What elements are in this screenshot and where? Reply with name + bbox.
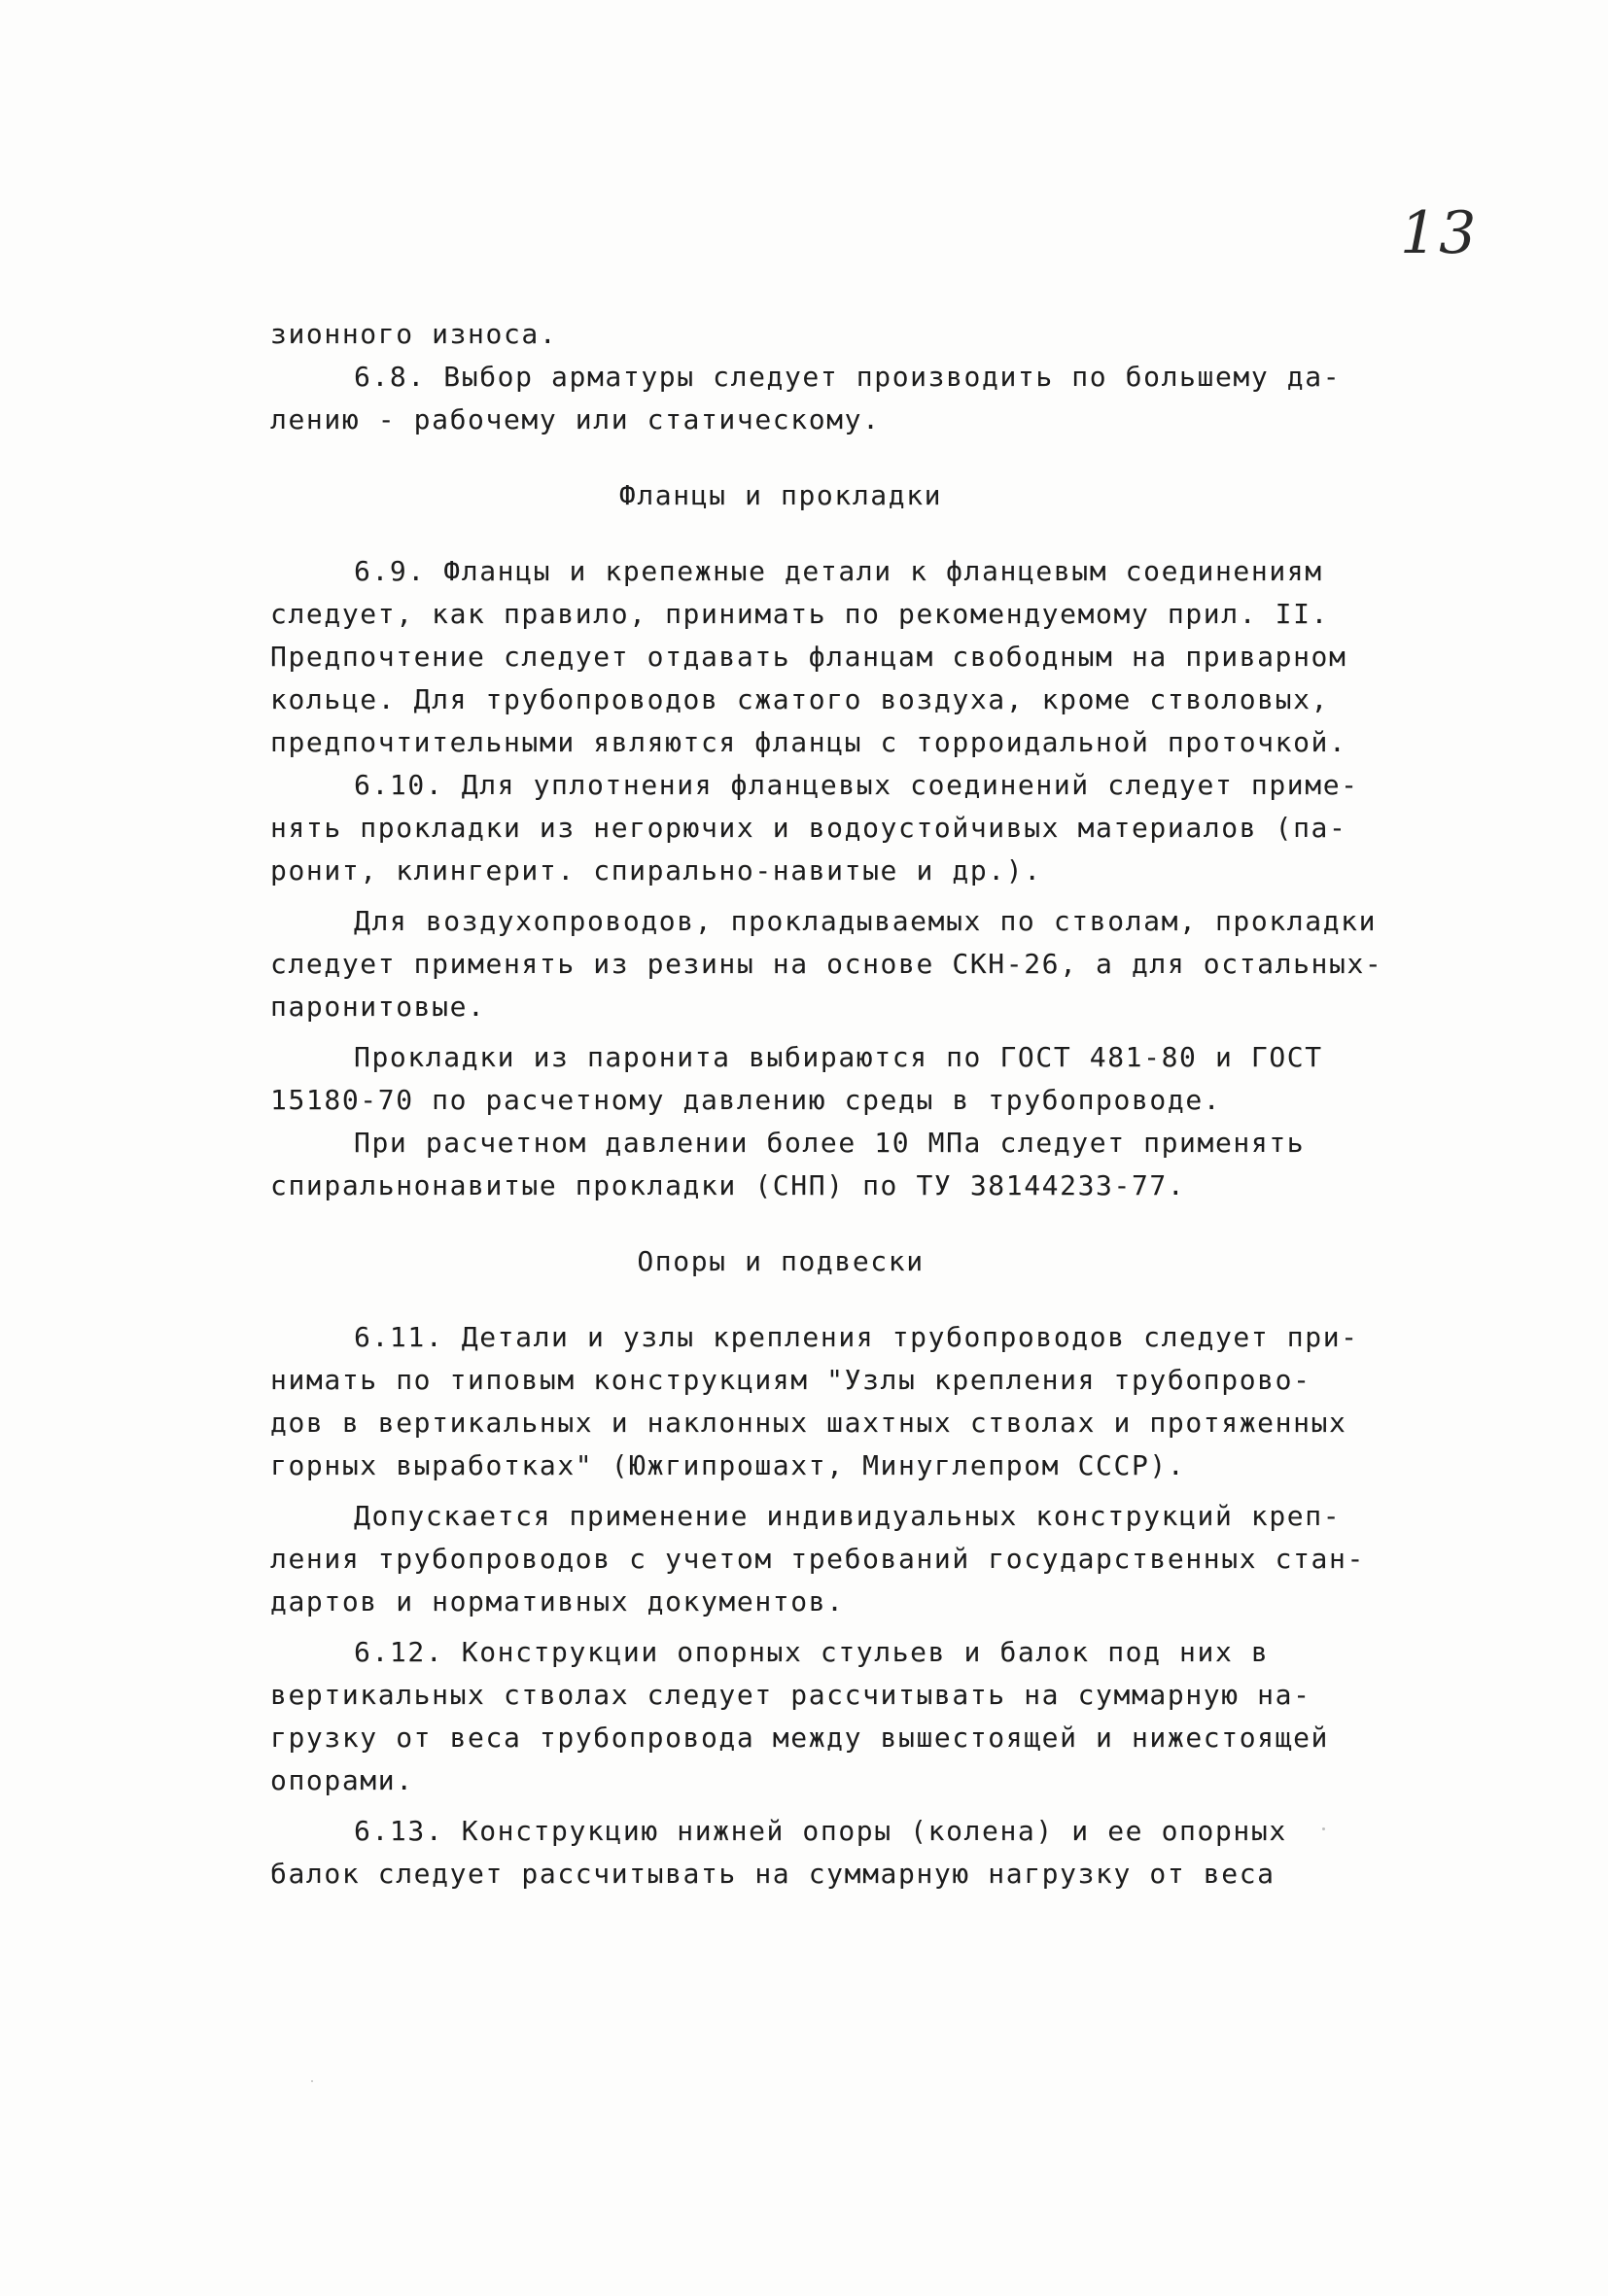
text-line: вертикальных стволах следует рассчитывать на суммарную на- (270, 1679, 1311, 1711)
text-line: предпочтительными являются фланцы с торроидальной проточкой. (270, 726, 1347, 758)
text-line: Предпочтение следует отдавать фланцам свободным на приварном (270, 641, 1347, 673)
text-line: 6.11. Детали и узлы крепления трубопроводов следует при- (354, 1321, 1359, 1353)
text-line: балок следует рассчитывать на суммарную нагрузку от веса (270, 1858, 1276, 1890)
text-line: горных выработках" (Южгипрошахт, Минуглепром СССР). (270, 1449, 1186, 1481)
text-line: следует, как правило, принимать по рекомендуемому прил. II. (270, 598, 1329, 630)
text-line: дов в вертикальных и наклонных шахтных стволах и протяженных (270, 1407, 1347, 1439)
scan-speck (1322, 1827, 1325, 1830)
text-line: Допускается применение индивидуальных конструкций креп- (354, 1500, 1342, 1532)
scan-speck (311, 2080, 313, 2082)
text-line: следует применять из резины на основе СКН-26, а для остальных- (270, 948, 1383, 980)
text-line: 6.12. Конструкции опорных стульев и балок под них в (354, 1636, 1270, 1668)
text-line: паронитовые. (270, 991, 486, 1023)
text-line: нять прокладки из негорючих и водоустойчивых материалов (па- (270, 812, 1347, 844)
document-body (270, 313, 1383, 1896)
text-line: ронит, клингерит. спирально-навитые и др.). (270, 854, 1042, 887)
text-line: зионного износа. (270, 318, 558, 350)
text-line: опорами. (270, 1764, 414, 1796)
text-line: лению - рабочему или статическому. (270, 403, 881, 435)
text-line: 15180-70 по расчетному давлению среды в трубопроводе. (270, 1084, 1222, 1116)
text-line: Для воздухопроводов, прокладываемых по стволам, прокладки (354, 905, 1378, 937)
section-heading-supports: Опоры и подвески (637, 1245, 925, 1277)
text-line: При расчетном давлении более 10 МПа следует применять (354, 1127, 1306, 1159)
page-number: 13 (1400, 199, 1479, 267)
text-line: спиральнонавитые прокладки (СНП) по ТУ 38144233-77. (270, 1169, 1186, 1201)
text-line: 6.8. Выбор арматуры следует производить по большему да- (354, 361, 1342, 393)
text-line: кольце. Для трубопроводов сжатого воздуха, кроме стволовых, (270, 683, 1329, 715)
section-heading-flanges: Фланцы и прокладки (618, 479, 943, 511)
text-line: дартов и нормативных документов. (270, 1585, 845, 1618)
text-line: нимать по типовым конструкциям "Узлы крепления трубопрово- (270, 1364, 1311, 1396)
text-line: 6.10. Для уплотнения фланцевых соединений следует приме- (354, 769, 1359, 801)
text-line: 6.9. Фланцы и крепежные детали к фланцевым соединениям (354, 555, 1323, 587)
text-line: грузку от веса трубопровода между вышестоящей и нижестоящей (270, 1722, 1329, 1754)
text-line: Прокладки из паронита выбираются по ГОСТ 481-80 и ГОСТ (354, 1041, 1323, 1073)
text-line: ления трубопроводов с учетом требований государственных стан- (270, 1543, 1365, 1575)
text-line: 6.13. Конструкцию нижней опоры (колена) и ее опорных (354, 1815, 1287, 1847)
